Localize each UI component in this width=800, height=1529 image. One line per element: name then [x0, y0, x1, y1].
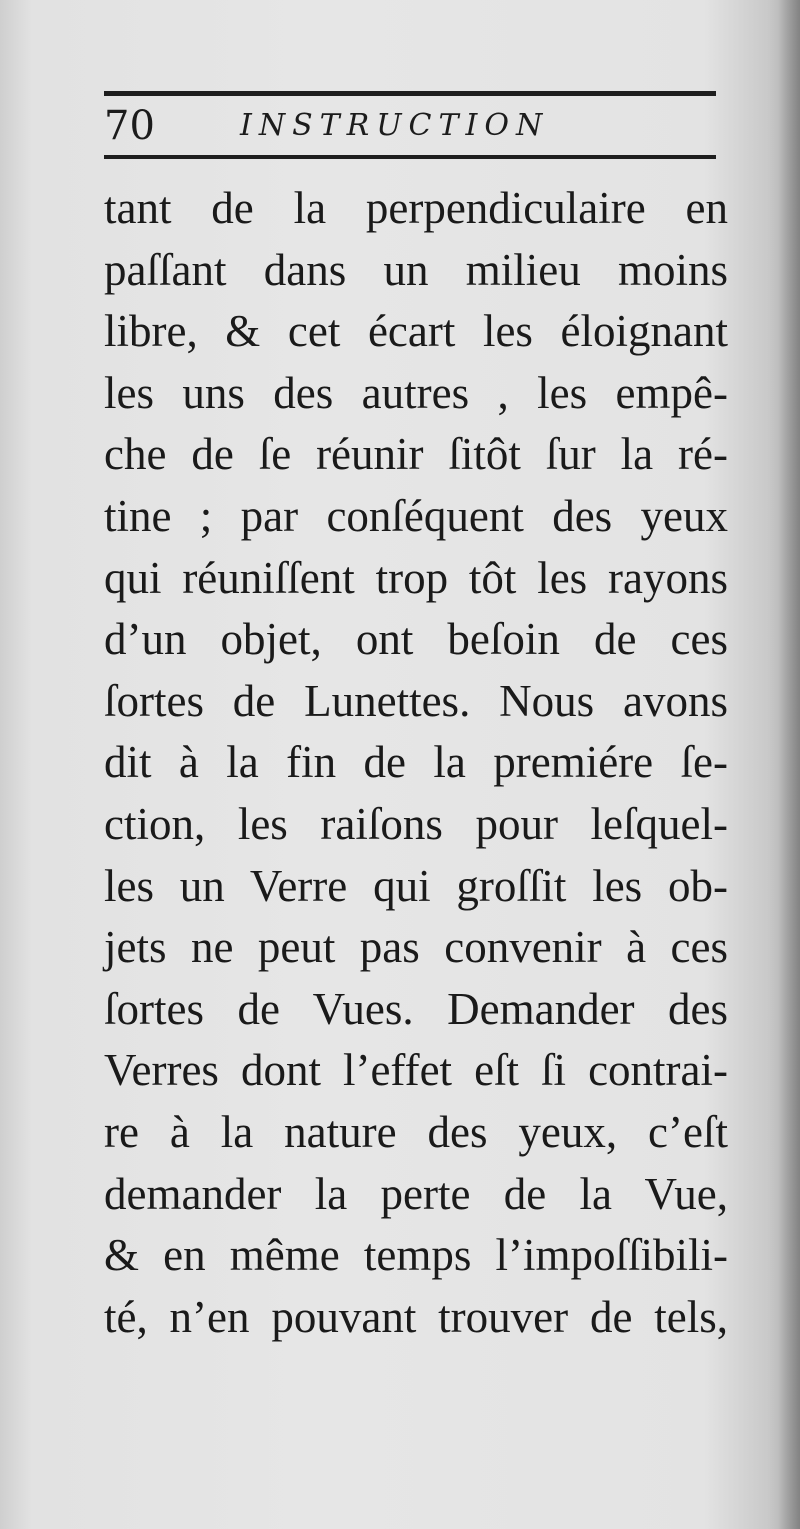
text-line: libre, & cet écart les éloignant — [104, 306, 728, 357]
text-line: demander la perte de la Vue, — [104, 1168, 728, 1219]
header-rule-bottom — [104, 155, 716, 159]
text-line: ction, les raiſons pour leſquel- — [104, 798, 728, 849]
text-line: paſſant dans un milieu moins — [104, 244, 728, 295]
body-text — [104, 178, 728, 1348]
header-rule-top — [104, 91, 716, 96]
text-line: qui réuniſſent trop tôt les rayons — [104, 552, 728, 603]
text-line: té, n’en pouvant trouver de tels, — [104, 1291, 728, 1342]
text-line: che de ſe réunir ſitôt ſur la ré- — [104, 429, 728, 480]
text-line: re à la nature des yeux, c’eſt — [104, 1106, 728, 1157]
text-line: les un Verre qui groſſit les ob- — [104, 860, 728, 911]
text-line: d’un objet, ont beſoin de ces — [104, 614, 728, 665]
text-line: dit à la fin de la premiére ſe- — [104, 737, 728, 788]
text-line: ſortes de Vues. Demander des — [104, 983, 728, 1034]
page-edge-shadow — [778, 0, 800, 1529]
page-number: 70 — [104, 103, 155, 149]
text-line: Verres dont l’effet eſt ſi contrai- — [104, 1045, 728, 1096]
text-line: ſortes de Lunettes. Nous avons — [104, 675, 728, 726]
text-line: les uns des autres , les empê- — [104, 367, 728, 418]
text-line: & en même temps l’impoſſibili- — [104, 1230, 728, 1281]
text-line: tine ; par conſéquent des yeux — [104, 490, 728, 541]
page-header — [104, 100, 716, 152]
running-head: INSTRUCTION — [240, 108, 550, 143]
text-line: tant de la perpendiculaire en — [104, 183, 728, 233]
text-line: jets ne peut pas convenir à ces — [104, 922, 728, 973]
